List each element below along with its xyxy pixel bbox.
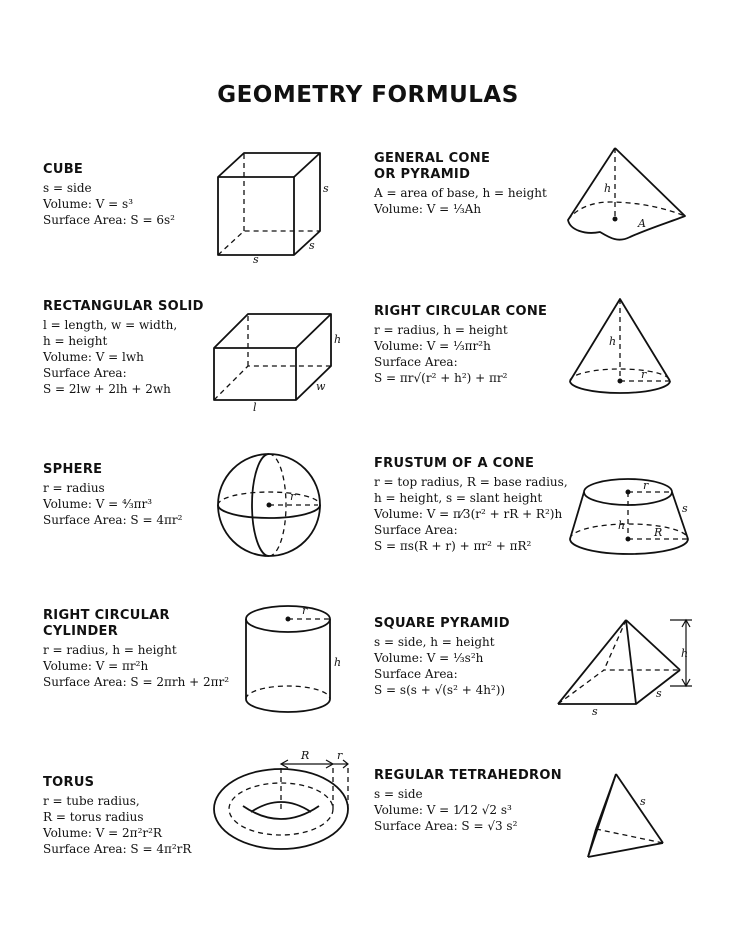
- label-h: h: [618, 519, 626, 532]
- label-h: h: [334, 333, 342, 346]
- page-title: GEOMETRY FORMULAS: [217, 82, 519, 108]
- section-heading: SQUARE PYRAMID: [374, 616, 510, 631]
- label-h: h: [681, 647, 689, 660]
- section-sphere: [43, 462, 182, 528]
- formula-line: Volume: V = ⁴⁄₃πr³: [43, 497, 153, 511]
- section-heading: REGULAR TETRAHEDRON: [374, 768, 562, 783]
- section-heading: FRUSTUM OF A CONE: [374, 456, 535, 471]
- section-heading: RECTANGULAR SOLID: [43, 299, 204, 314]
- formula-line: r = top radius, R = base radius,: [374, 475, 568, 489]
- section-heading: RIGHT CIRCULAR CONE: [374, 304, 548, 319]
- formula-line: r = tube radius,: [43, 794, 140, 808]
- section-frustum: [374, 456, 568, 554]
- square-pyramid-diagram: [550, 612, 700, 722]
- formula-line: Surface Area: S = 6s²: [43, 213, 175, 227]
- label-r: r: [643, 479, 649, 492]
- section-regular-tetrahedron: [374, 768, 562, 834]
- formula-line: Surface Area: S = 2πrh + 2πr²: [43, 675, 230, 689]
- sphere-diagram: [210, 450, 340, 565]
- formula-line: Volume: V = ⅓Ah: [374, 202, 482, 216]
- label-h: h: [609, 335, 617, 348]
- section-right-circular-cylinder: [43, 608, 229, 690]
- formula-line: Surface Area:: [374, 523, 458, 537]
- section-heading: OR PYRAMID: [374, 167, 471, 182]
- label-s: s: [656, 687, 662, 700]
- formula-line: l = length, w = width,: [43, 318, 178, 332]
- label-s: s: [682, 502, 688, 515]
- section-heading: GENERAL CONE: [374, 151, 491, 166]
- formula-line: Volume: V = 1⁄12 √2 s³: [374, 803, 512, 817]
- formula-line: r = radius, h = height: [43, 643, 177, 657]
- formula-line: Volume: V = ⅓s²h: [374, 651, 484, 665]
- formula-line: Volume: V = π⁄3(r² + rR + R²)h: [374, 507, 563, 521]
- formula-line: Volume: V = 2π²r²R: [43, 826, 162, 840]
- label-w: w: [316, 380, 326, 393]
- label-r: r: [290, 490, 296, 503]
- section-heading: CUBE: [43, 162, 84, 177]
- formula-line: Surface Area: S = 4πr²: [43, 513, 183, 527]
- formula-line: Surface Area: S = √3 s²: [374, 819, 518, 833]
- section-rectangular-solid: [43, 299, 204, 397]
- cube-diagram: [210, 145, 340, 270]
- formula-line: s = side: [374, 787, 423, 801]
- label-s: s: [592, 705, 598, 718]
- formula-line: Surface Area:: [374, 355, 458, 369]
- section-cube: [43, 162, 175, 228]
- formula-line: Volume: V = lwh: [43, 350, 144, 364]
- label-s: s: [323, 182, 329, 195]
- label-R: R: [654, 526, 663, 539]
- label-s: s: [309, 239, 315, 252]
- formula-line: s = side: [43, 181, 92, 195]
- cylinder-diagram: [235, 595, 355, 725]
- torus-diagram: [205, 740, 365, 870]
- formula-line: h = height: [43, 334, 108, 348]
- label-s: s: [640, 795, 646, 808]
- formula-line: Surface Area:: [43, 366, 127, 380]
- section-right-circular-cone: [374, 304, 547, 386]
- label-h: h: [334, 656, 342, 669]
- formula-line: Volume: V = s³: [43, 197, 134, 211]
- section-heading: SPHERE: [43, 462, 103, 477]
- section-torus: [43, 775, 191, 857]
- formula-line: Surface Area:: [374, 667, 458, 681]
- section-heading: RIGHT CIRCULAR: [43, 608, 170, 623]
- label-l: l: [253, 401, 257, 414]
- label-R: R: [301, 749, 310, 762]
- label-r: r: [641, 368, 647, 381]
- frustum-diagram: [560, 470, 710, 570]
- general-cone-diagram: [560, 140, 710, 250]
- formula-line: R = torus radius: [43, 810, 144, 824]
- formula-line: S = s(s + √(s² + 4h²)): [374, 683, 506, 697]
- section-heading: TORUS: [43, 775, 95, 790]
- label-h: h: [604, 182, 612, 195]
- formula-line: S = πs(R + r) + πr² + πR²: [374, 539, 532, 553]
- label-A: A: [638, 217, 646, 230]
- section-square-pyramid: [374, 616, 510, 698]
- formula-line: S = 2lw + 2lh + 2wh: [43, 382, 171, 396]
- label-s: s: [253, 253, 259, 266]
- formula-line: Volume: V = πr²h: [43, 659, 149, 673]
- formula-line: Volume: V = ⅓πr²h: [374, 339, 491, 353]
- right-circular-cone-diagram: [560, 290, 710, 400]
- section-heading: CYLINDER: [43, 624, 119, 639]
- formula-line: h = height, s = slant height: [374, 491, 543, 505]
- formula-line: r = radius: [43, 481, 105, 495]
- tetrahedron-diagram: [570, 765, 680, 865]
- section-general-cone: [374, 151, 547, 217]
- formula-line: A = area of base, h = height: [374, 186, 547, 200]
- formula-line: r = radius, h = height: [374, 323, 508, 337]
- label-r: r: [337, 749, 343, 762]
- formula-line: s = side, h = height: [374, 635, 495, 649]
- label-r: r: [302, 604, 308, 617]
- formula-line: S = πr√(r² + h²) + πr²: [374, 371, 508, 385]
- rectangular-solid-diagram: [205, 305, 345, 420]
- formula-line: Surface Area: S = 4π²rR: [43, 842, 192, 856]
